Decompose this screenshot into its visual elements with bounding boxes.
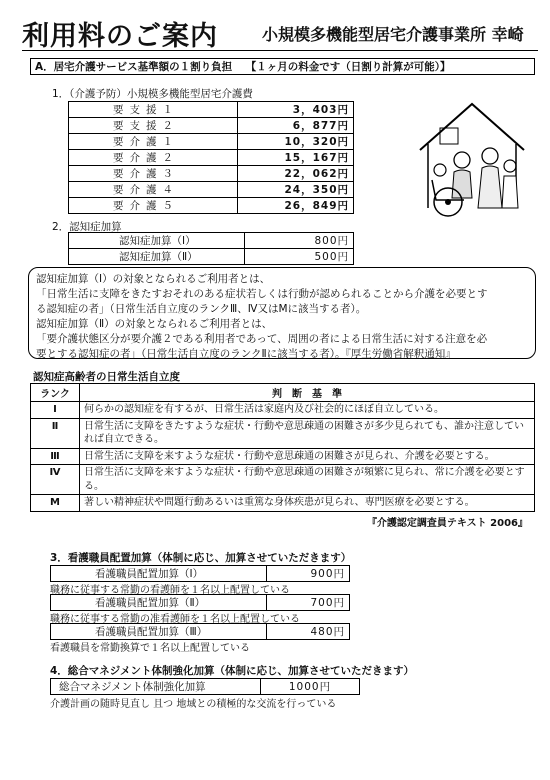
care-fee-table: [68, 101, 354, 214]
nursing-row-3: [50, 623, 350, 640]
table-row: [51, 595, 350, 611]
table-row: [51, 679, 360, 695]
care-level: 要介護３: [69, 166, 238, 182]
table-row: [69, 249, 354, 265]
table-row: [69, 166, 354, 182]
facility-name: 小規模多機能型居宅介護事業所 幸崎: [262, 25, 524, 44]
criteria-cell: 何らかの認知症を有するが、日常生活は家庭内及び社会的にほぼ自立している。: [80, 402, 535, 419]
nursing-row-2: [50, 594, 350, 611]
dementia-fee: 500円: [245, 249, 354, 265]
care-fee: 22，062円: [238, 166, 354, 182]
rank-cell: Ⅰ: [31, 402, 80, 419]
care-fee: 10，320円: [238, 134, 354, 150]
table-header-row: [31, 384, 535, 402]
table-row: [69, 198, 354, 214]
table-row: [31, 418, 535, 448]
nursing-desc: 職務に従事する常勤の看護師を１名以上配置している: [50, 585, 290, 596]
table-row: [69, 233, 354, 249]
care-heading: 1．（介護予防）小規模多機能型居宅介護費: [52, 88, 253, 100]
mgmt-desc: 介護計画の随時見直し 且つ 地域との積極的な交流を行っている: [50, 699, 337, 710]
care-level: 要介護２: [69, 150, 238, 166]
dementia-fee: 800円: [245, 233, 354, 249]
table-row: [51, 624, 350, 640]
table-row: [31, 402, 535, 419]
care-fee: 6，877円: [238, 118, 354, 134]
criteria-cell: 日常生活に支障をきたすような症状・行動や意思疎通の困難さが多少見られても、誰か注意していれば自立できる。: [80, 418, 535, 448]
care-fee: 24，350円: [238, 182, 354, 198]
rank-cell: M: [31, 495, 80, 512]
caregiver-illustration: [410, 90, 534, 220]
table-row: [69, 182, 354, 198]
rank-source: 『介護認定調査員テキスト 2006』: [366, 518, 528, 529]
table-row: [31, 495, 535, 512]
care-fee: 3，403円: [238, 102, 354, 118]
rank-cell: Ⅱ: [31, 418, 80, 448]
mgmt-name: 総合マネジメント体制強化加算: [51, 679, 261, 695]
nursing-fee: 700円: [267, 595, 350, 611]
table-row: [31, 448, 535, 465]
table-row: [69, 102, 354, 118]
rank-cell: Ⅲ: [31, 448, 80, 465]
dementia-name: 認知症加算（Ⅰ）: [69, 233, 245, 249]
mgmt-fee: 1000円: [261, 679, 360, 695]
note-line: 認知症加算（Ⅱ）の対象となられるご利用者とは、: [36, 318, 273, 330]
note-line: る認知症の者」（日常生活自立度のランクⅢ、Ⅳ又はMに該当する者）。: [36, 303, 367, 315]
mgmt-heading: 4．総合マネジメント体制強化加算（体制に応じ、加算させていただきます）: [50, 665, 414, 677]
section-a-label: A．居宅介護サービス基準額の１割り負担: [35, 61, 233, 73]
section-a-note: 【１ヶ月の料金です（日割り計算が可能）】: [245, 61, 451, 73]
table-row: [31, 465, 535, 495]
table-row: [69, 150, 354, 166]
dementia-rank-table: [30, 383, 535, 512]
note-line: 認知症加算（Ⅰ）の対象となられるご利用者とは、: [36, 273, 271, 285]
nursing-name: 看護職員配置加算（Ⅱ）: [51, 595, 267, 611]
criteria-cell: 著しい精神症状や問題行動あるいは重篤な身体疾患が見られ、専門医療を必要とする。: [80, 495, 535, 512]
rank-cell: Ⅳ: [31, 465, 80, 495]
criteria-cell: 日常生活に支障を来すような症状・行動や意思疎通の困難さが見られ、介護を必要とする。: [80, 448, 535, 465]
section-a-box: [30, 58, 535, 75]
care-fee: 15，167円: [238, 150, 354, 166]
care-level: 要介護５: [69, 198, 238, 214]
care-level: 要支援１: [69, 102, 238, 118]
criteria-column-header: 判 断 基 準: [80, 384, 535, 402]
note-line: 要とする認知症の者」（日常生活自立度のランクⅡに該当する者）。『厚生労働省解釈通知』: [36, 348, 456, 360]
note-line: 「要介護状態区分が要介護２である利用者であって、周囲の者による日常生活に対する注意を必: [36, 333, 488, 345]
care-fee: 26，849円: [238, 198, 354, 214]
dementia-name: 認知症加算（Ⅱ）: [69, 249, 245, 265]
title-divider: [22, 50, 538, 51]
rank-column-header: ランク: [31, 384, 80, 402]
mgmt-row: [50, 678, 360, 695]
nursing-name: 看護職員配置加算（Ⅲ）: [51, 624, 267, 640]
nursing-fee: 480円: [267, 624, 350, 640]
table-row: [69, 134, 354, 150]
dementia-fee-table: [68, 232, 354, 265]
care-level: 要介護４: [69, 182, 238, 198]
nursing-fee: 900円: [267, 566, 350, 582]
nursing-desc: 職務に従事する常勤の准看護師を１名以上配置している: [50, 614, 300, 625]
table-row: [51, 566, 350, 582]
note-line: 「日常生活に支障をきたすおそれのある症状若しくは行動が認められることから介護を必要とす: [36, 288, 488, 300]
dementia-heading: 2．認知症加算: [52, 221, 122, 233]
criteria-cell: 日常生活に支障を来すような症状・行動や意思疎通の困難さが頻繁に見られ、常に介護を必要とする。: [80, 465, 535, 495]
care-level: 要介護１: [69, 134, 238, 150]
nursing-heading: 3．看護職員配置加算（体制に応じ、加算させていただきます）: [50, 552, 352, 564]
nursing-row-1: [50, 565, 350, 582]
nursing-desc: 看護職員を常勤換算で１名以上配置している: [50, 643, 250, 654]
table-row: [69, 118, 354, 134]
care-level: 要支援２: [69, 118, 238, 134]
page-title: 利用料のご案内: [22, 21, 218, 52]
nursing-name: 看護職員配置加算（Ⅰ）: [51, 566, 267, 582]
rank-heading: 認知症高齢者の日常生活自立度: [33, 371, 180, 383]
